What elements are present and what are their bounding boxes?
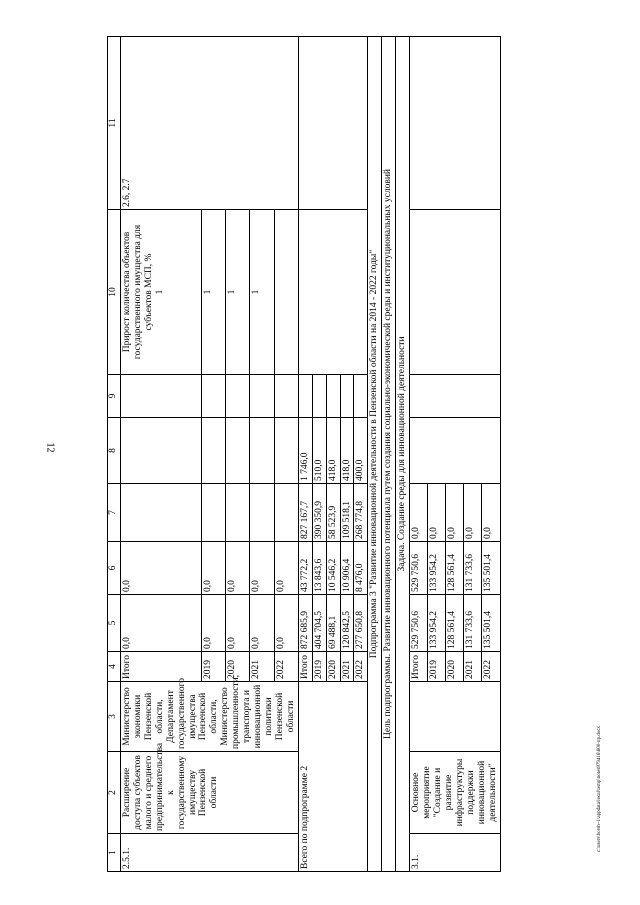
- total-sub2-c9: [354, 375, 368, 418]
- col-header-7: 7: [108, 484, 121, 542]
- row-31-year: Итого: [410, 652, 428, 682]
- row-251-c8: [274, 418, 298, 484]
- row-31-c7: 0,0: [428, 484, 446, 542]
- total-sub2-c11: [298, 37, 368, 210]
- row-31-year: 2021: [464, 652, 482, 682]
- row-31-c6: 529 750,6: [410, 542, 428, 595]
- row-251-year: 2020: [226, 652, 250, 682]
- row-251-c6: 0,0: [274, 542, 298, 595]
- row-31-c7: 0,0: [482, 484, 500, 542]
- col-header-3: 3: [108, 682, 121, 752]
- row-31-c10: [410, 210, 500, 375]
- row-31-c6: 128 561,4: [446, 542, 464, 595]
- row-251-c9: [226, 375, 250, 418]
- total-sub2-c9: [326, 375, 340, 418]
- row-251-c6: 0,0: [121, 542, 202, 595]
- total-sub2-c6: 8 476,0: [354, 542, 368, 595]
- total-sub2-c9: [340, 375, 354, 418]
- total-sub2-c5: 120 842,5: [340, 595, 354, 652]
- row-251-year: 2019: [202, 652, 226, 682]
- footer-file-path-text: c:\users\borsh~1\appdata\local\temp\notes879416\600-пр.docx: [597, 725, 602, 852]
- row-251-c10: 1: [226, 210, 250, 375]
- subprogram-3-task: Задача. Создание среды для инновационной деятельности: [396, 37, 410, 872]
- total-sub2-c5: 872 685,9: [298, 595, 312, 652]
- row-251-c8: [250, 418, 274, 484]
- total-sub2-c8: 418,0: [326, 418, 340, 484]
- row-251-c7: [250, 484, 274, 542]
- row-251-c7: [202, 484, 226, 542]
- total-sub2-year: Итого: [298, 652, 312, 682]
- row-31-c7: 0,0: [410, 484, 428, 542]
- table-row: [410, 37, 428, 872]
- total-sub2-c6: 13 843,6: [312, 542, 326, 595]
- row-31-year: 2020: [446, 652, 464, 682]
- row-31-year: 2019: [428, 652, 446, 682]
- total-sub2-year: 2019: [312, 652, 326, 682]
- col-header-9: 9: [108, 375, 121, 418]
- row-251-c9: [250, 375, 274, 418]
- total-sub2-c8: 1 746,0: [298, 418, 312, 484]
- total-sub2-year: 2022: [354, 652, 368, 682]
- row-251-c5: 0,0: [250, 595, 274, 652]
- row-31-c5: 529 750,6: [410, 595, 428, 652]
- row-31-c6: 135 501,4: [482, 542, 500, 595]
- total-sub2-c8: 510,0: [312, 418, 326, 484]
- subprogram-3-goal: Цель подпрограммы. Развитие инновационного потенциала путем создания социально-экономической среды и институциональных условий: [382, 37, 396, 872]
- row-251-c10: 1: [154, 289, 165, 295]
- row-251-c9: [274, 375, 298, 418]
- subprogram-3-task-row: [396, 37, 410, 872]
- total-sub2-c9: [312, 375, 326, 418]
- row-251-c7: [274, 484, 298, 542]
- rotated-table-frame: [107, 37, 512, 872]
- row-31-c11: [410, 37, 500, 210]
- row-251-c10: 1: [202, 210, 226, 375]
- col-header-10: 10: [108, 210, 121, 375]
- row-31-c5: 135 501,4: [482, 595, 500, 652]
- row-251-c10: [274, 210, 298, 375]
- page-number: 12: [44, 442, 56, 453]
- total-sub2-c6: 10 546,2: [326, 542, 340, 595]
- row-251-link: 2.6, 2.7: [121, 37, 299, 210]
- col-header-4: 4: [108, 652, 121, 682]
- row-251-c6: 0,0: [250, 542, 274, 595]
- row-31-number: 3.1.: [410, 834, 500, 872]
- row-251-c7: [121, 484, 202, 542]
- row-251-c10: 1: [250, 210, 274, 375]
- row-31-c5: 131 733,6: [464, 595, 482, 652]
- row-251-c8: [226, 418, 250, 484]
- row-251-c8: [121, 418, 202, 484]
- total-sub2-c6: 10 906,4: [340, 542, 354, 595]
- row-31-c7: 0,0: [464, 484, 482, 542]
- row-251-c5: 0,0: [274, 595, 298, 652]
- total-sub2-label: Всего по подпрограмме 2: [298, 682, 368, 872]
- row-31-c5: 128 561,4: [446, 595, 464, 652]
- row-31-c6: 131 733,6: [464, 542, 482, 595]
- total-sub2-c9: [298, 375, 312, 418]
- row-251-c7: [226, 484, 250, 542]
- row-251-indicator-text: Прирост количества объектов государственного имущества для субъектов МСП, %: [122, 224, 154, 360]
- row-31-executor: [410, 682, 500, 752]
- total-sub2-year: 2020: [326, 652, 340, 682]
- row-31-c6: 133 954,2: [428, 542, 446, 595]
- total-sub2-c7: 109 518,1: [340, 484, 354, 542]
- row-251-c6: 0,0: [202, 542, 226, 595]
- row-251-c5: 0,0: [202, 595, 226, 652]
- program-table: [107, 36, 501, 872]
- table-row: [298, 37, 312, 872]
- total-sub2-c5: 69 488,1: [326, 595, 340, 652]
- row-251-c5: 0,0: [121, 595, 202, 652]
- row-251-c9: [202, 375, 226, 418]
- total-sub2-c8: 400,0: [354, 418, 368, 484]
- row-31-year: 2022: [482, 652, 500, 682]
- row-251-year: 2021: [250, 652, 274, 682]
- total-sub2-c8: 418,0: [340, 418, 354, 484]
- row-31-c9: [410, 375, 500, 418]
- row-251-c5: 0,0: [226, 595, 250, 652]
- total-sub2-year: 2021: [340, 652, 354, 682]
- row-251-indicator: [121, 210, 202, 375]
- row-31-c5: 133 954,2: [428, 595, 446, 652]
- total-sub2-c7: 268 774,8: [354, 484, 368, 542]
- column-number-row: [108, 37, 121, 872]
- table-row: [121, 37, 202, 872]
- row-251-number: 2.5.1.: [121, 834, 299, 872]
- row-251-c8: [202, 418, 226, 484]
- col-header-1: 1: [108, 834, 121, 872]
- col-header-6: 6: [108, 542, 121, 595]
- total-sub2-c5: 404 704,5: [312, 595, 326, 652]
- row-251-c9: [121, 375, 202, 418]
- row-251-c6: 0,0: [226, 542, 250, 595]
- total-sub2-c7: 58 523,9: [326, 484, 340, 542]
- row-31-c7: 0,0: [446, 484, 464, 542]
- col-header-5: 5: [108, 595, 121, 652]
- row-251-year: Итого: [121, 652, 202, 682]
- subprogram-3-goal-row: [382, 37, 396, 872]
- row-31-c8: [410, 418, 500, 484]
- col-header-2: 2: [108, 752, 121, 834]
- total-sub2-c7: 390 350,9: [312, 484, 326, 542]
- total-sub2-c6: 43 772,2: [298, 542, 312, 595]
- subprogram-3-title-row: [368, 37, 382, 872]
- total-sub2-c5: 277 650,8: [354, 595, 368, 652]
- rotated-table-container: [107, 37, 512, 872]
- total-sub2-c10: [298, 210, 368, 375]
- row-251-name: Расширение доступа субъектов малого и среднего предпринимательства к государственному имуществу Пензенской области: [121, 752, 299, 834]
- row-31-name: Основное мероприятие "Создание и развитие инфраструктуры поддержки инновационной деятельности": [410, 752, 500, 834]
- col-header-8: 8: [108, 418, 121, 484]
- row-251-year: 2022: [274, 652, 298, 682]
- row-251-executor: Министерство экономики Пензенской области, Департамент государственного имущества Пензенской области, Министерство промышленности, транспорта и инновационной политики Пензенской области: [121, 682, 299, 752]
- col-header-11: 11: [108, 37, 121, 210]
- subprogram-3-title: Подпрограмма 3 "Развитие инновационной деятельности в Пензенской области на 2014 - 2022 годы": [368, 37, 382, 872]
- total-sub2-c7: 827 167,7: [298, 484, 312, 542]
